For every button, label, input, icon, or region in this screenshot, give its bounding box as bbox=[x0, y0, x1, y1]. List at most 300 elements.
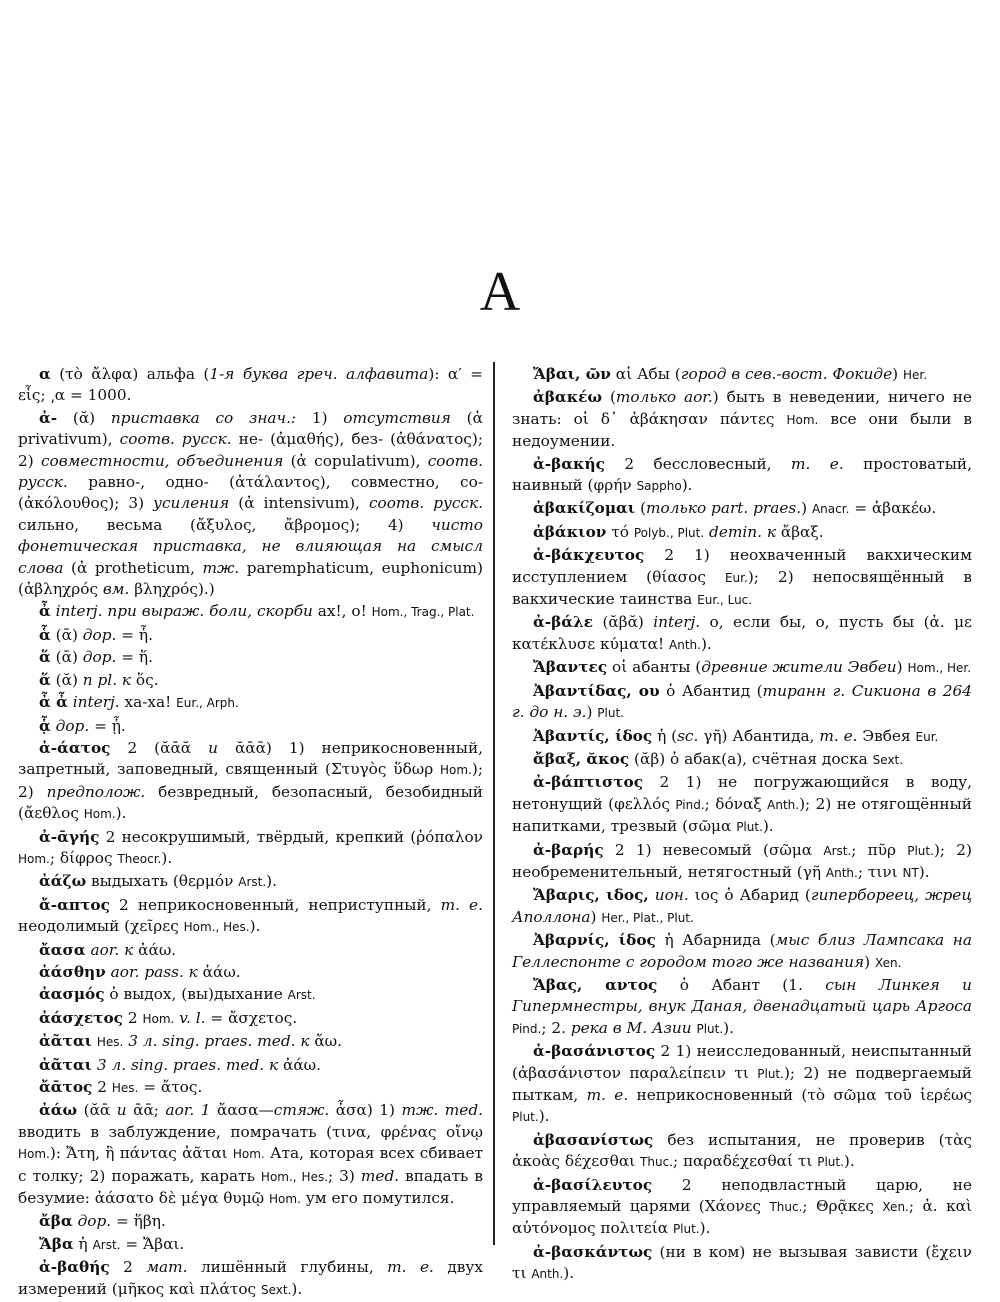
entry-headword: Ἄβας, αντος bbox=[533, 975, 658, 994]
definition-text: (ᾱ) bbox=[55, 648, 83, 667]
source-abbreviation: Xen. bbox=[874, 955, 902, 970]
definition-text: ὁ Абант (1. bbox=[679, 975, 826, 994]
source-abbreviation: Plut. bbox=[672, 1222, 700, 1237]
definition-text: о, если бы, о, пусть бы (ἀ. με κατέκλυσε κύματα! bbox=[512, 613, 972, 653]
dictionary-entry bbox=[18, 1100, 483, 1210]
entry-headword: ἀασμός bbox=[39, 985, 105, 1004]
definition-text: = ᾗ. bbox=[89, 716, 126, 735]
source-abbreviation: Eur., Arph. bbox=[176, 696, 239, 711]
definition-text: ). bbox=[115, 804, 127, 823]
entry-headword: Ἀβαντίδας, ου bbox=[533, 681, 660, 700]
source-abbreviation: Hom. bbox=[232, 1147, 265, 1162]
definition-text: 2 бессловесный, bbox=[624, 454, 791, 473]
source-abbreviation: Plut. bbox=[817, 1155, 844, 1170]
entry-headword: ἀ-βακής bbox=[533, 454, 605, 473]
dictionary-entry bbox=[18, 895, 483, 939]
definition-text: ): Ἄτη, ἣ πάντας ἀᾶται bbox=[49, 1144, 233, 1163]
grammar-note: гипербореец, жрец Аполлона bbox=[512, 886, 972, 926]
entry-headword: ἀᾶται bbox=[39, 1055, 93, 1074]
definition-text: 2 1) не погружающийся в воду, нетонущий (φελλός bbox=[512, 773, 972, 813]
grammar-note: совместности, объединения bbox=[40, 451, 284, 470]
grammar-note: 3 л. sing. praes. med. к bbox=[96, 1055, 279, 1074]
dictionary-entry bbox=[512, 772, 972, 838]
grammar-note: 1-я буква греч. алфавита bbox=[209, 365, 429, 383]
grammar-note: соотв. русск. bbox=[18, 451, 483, 492]
dictionary-entry bbox=[18, 1234, 483, 1256]
definition-text: = ἄσχετος. bbox=[205, 1008, 298, 1027]
entry-headword: Ἄβαι, ῶν bbox=[533, 365, 611, 383]
source-abbreviation: Hom. bbox=[83, 807, 116, 822]
source-abbreviation: Plut. bbox=[907, 843, 934, 858]
source-abbreviation: Anth. bbox=[669, 637, 701, 652]
entry-headword: ἀάσχετος bbox=[39, 1008, 123, 1027]
definition-text: ). bbox=[161, 848, 173, 867]
grammar-note: т. е. bbox=[586, 1086, 629, 1104]
definition-text: впадать в безумие: ἀάσατο δὲ μέγα θυμῷ bbox=[18, 1166, 483, 1208]
grammar-note: усиления bbox=[153, 494, 230, 513]
definition-text: лишённый глубины, bbox=[187, 1258, 388, 1277]
definition-text: ὁ Абантид ( bbox=[666, 681, 763, 700]
source-abbreviation: Plut. bbox=[696, 1021, 724, 1036]
definition-text: ἡ bbox=[78, 1234, 93, 1253]
grammar-note: дор. bbox=[55, 716, 90, 735]
dictionary-entry bbox=[18, 1211, 483, 1232]
definition-text: ; δόναξ bbox=[704, 794, 768, 813]
grammar-note: med. bbox=[360, 1166, 400, 1185]
dictionary-entry bbox=[512, 454, 972, 498]
definition-text: (ἀ copulativum), bbox=[283, 451, 428, 470]
definition-text: (ἀ intensivum), bbox=[229, 494, 369, 513]
definition-text: Эвбея bbox=[857, 726, 916, 745]
definition-text: = ἥ. bbox=[116, 648, 153, 667]
source-abbreviation: Hom. bbox=[18, 1147, 50, 1162]
grammar-note: дор. bbox=[82, 625, 117, 644]
entry-headword: ἀβακίζομαι bbox=[533, 499, 636, 518]
definition-text: ; Θρᾷκες bbox=[802, 1197, 883, 1216]
definition-text: 2 1) невесомый (σῶμα bbox=[614, 840, 824, 859]
definition-text: (ни в ком) не вызывая зависти (ἔχειν τι bbox=[512, 1242, 972, 1283]
dictionary-entry bbox=[18, 1055, 483, 1076]
grammar-note: дор. bbox=[82, 648, 117, 667]
definition-text: ὁ выдох, (вы)дыхание bbox=[109, 985, 288, 1004]
dictionary-entry bbox=[18, 738, 483, 826]
dictionary-entry bbox=[18, 716, 483, 737]
entry-headword: ἀ-βασίλευτος bbox=[533, 1175, 653, 1194]
entry-headword: ἄασα bbox=[39, 940, 86, 959]
entry-headword: ᾇ bbox=[39, 716, 51, 735]
definition-text: Ата, которая всех сбивает с толку; 2) поражать, карать bbox=[18, 1144, 484, 1185]
definition-text: двух измерений (μῆκος καὶ πλάτος bbox=[18, 1258, 483, 1298]
dictionary-entry bbox=[512, 612, 972, 656]
dictionary-entry bbox=[18, 408, 483, 601]
grammar-note: мат. bbox=[146, 1258, 188, 1277]
definition-text: ) bbox=[892, 365, 903, 383]
source-abbreviation: Sappho bbox=[636, 479, 682, 494]
definition-text: ( bbox=[640, 499, 647, 518]
definition-text: (ᾰβᾰ) bbox=[602, 613, 654, 632]
grammar-note: aor. pass. к bbox=[110, 962, 198, 981]
entry-headword: Ἄβα bbox=[39, 1234, 74, 1253]
source-abbreviation: Thuc. bbox=[769, 1200, 803, 1215]
dictionary-entry bbox=[18, 962, 483, 983]
dictionary-entry bbox=[512, 1242, 972, 1286]
definition-text: ἄασα— bbox=[210, 1101, 274, 1120]
source-abbreviation: Hom., Hes. bbox=[260, 1169, 329, 1184]
definition-text: ); 2) bbox=[18, 760, 483, 801]
source-abbreviation: Polyb., Plut. bbox=[633, 525, 705, 540]
definition-text: 2 bbox=[97, 1078, 112, 1096]
dictionary-entry bbox=[512, 545, 972, 611]
grammar-note: только aor. bbox=[615, 388, 713, 407]
source-abbreviation: Hom. bbox=[142, 1011, 175, 1026]
definition-text: ). bbox=[762, 817, 774, 836]
dictionary-entry bbox=[512, 657, 972, 679]
grammar-note: чисто фонетическая приставка, не влияющая на смысл слова bbox=[18, 515, 483, 577]
dictionary-entry bbox=[18, 1031, 483, 1053]
source-abbreviation: Pind. bbox=[675, 797, 705, 812]
grammar-note: только part. praes. bbox=[646, 499, 802, 518]
source-abbreviation: Arst. bbox=[92, 1237, 121, 1252]
definition-text: 2 несокрушимый, твёрдый, крепкий (ῥόπαλον bbox=[105, 827, 483, 846]
grammar-note: предполож. bbox=[46, 782, 146, 801]
left-column bbox=[18, 364, 483, 1302]
dictionary-entry bbox=[512, 364, 972, 386]
definition-text: неприкосновенный (τὸ σῶμα τοῦ ἱερέως bbox=[628, 1086, 972, 1104]
dictionary-entry bbox=[18, 364, 483, 407]
source-abbreviation: Plut. bbox=[512, 1110, 539, 1125]
definition-text: (ᾰ) bbox=[72, 408, 111, 427]
definition-text: βληχρός).) bbox=[129, 580, 215, 599]
definition-text: простоватый, наивный (φρήν bbox=[512, 454, 972, 495]
definition-text: = ἧ. bbox=[116, 625, 153, 644]
definition-text: ιος ὁ Абарид ( bbox=[688, 886, 811, 905]
definition-text: ; δίφρος bbox=[49, 848, 118, 867]
entry-headword: ἆ bbox=[39, 602, 51, 621]
column-divider bbox=[493, 362, 495, 1245]
grammar-note: interj. bbox=[72, 693, 120, 712]
definition-text: 2 1) неохваченный вакхическим исступлением (θίασος bbox=[512, 546, 972, 586]
definition-text: ); 2) не отягощённый напитками, трезвый (σῶμα bbox=[512, 794, 972, 836]
entry-headword: Ἀβαντίς, ίδος bbox=[533, 726, 653, 745]
grammar-note: и bbox=[208, 738, 218, 757]
source-abbreviation: Thuc. bbox=[640, 1155, 673, 1170]
definition-text: 2 (ᾰᾱᾰ bbox=[127, 738, 209, 757]
definition-text: ). bbox=[843, 1152, 855, 1171]
definition-text: 2 bbox=[123, 1258, 147, 1277]
entry-headword: Ἀβαρνίς, ίδος bbox=[533, 931, 656, 950]
dictionary-entry bbox=[18, 940, 483, 961]
entry-headword: ἄβαξ, ᾰκος bbox=[533, 749, 630, 768]
grammar-note: v. l. bbox=[179, 1008, 206, 1027]
entry-headword: ἀ-βάκχευτος bbox=[533, 546, 645, 565]
definition-text: paremphaticum, euphonicum) (ἀβληχρός bbox=[18, 558, 484, 599]
entry-headword: ἀ-ᾱγής bbox=[39, 827, 100, 846]
entry-headword: ἄ-απτος bbox=[39, 895, 110, 914]
grammar-note: мыс близ Лампсака на Геллеспонте с городом того же названия bbox=[512, 931, 972, 971]
grammar-note: demin. к bbox=[709, 522, 776, 541]
definition-text: ). bbox=[723, 1018, 734, 1037]
dictionary-entry bbox=[512, 1130, 972, 1174]
source-abbreviation: Arst. bbox=[238, 875, 267, 890]
definition-text: ) bbox=[801, 499, 812, 518]
entry-headword: ἄᾱτος bbox=[39, 1078, 93, 1096]
grammar-note: соотв. русск. bbox=[119, 430, 232, 449]
definition-text: ); 2) не подвергаемый пыткам, bbox=[512, 1063, 972, 1104]
dictionary-entry bbox=[18, 692, 483, 714]
source-abbreviation: Anth. bbox=[767, 797, 800, 812]
source-abbreviation: Plut. bbox=[757, 1066, 784, 1081]
dictionary-entry bbox=[18, 647, 483, 668]
source-abbreviation: Hom. bbox=[269, 1192, 301, 1207]
source-abbreviation: Arst. bbox=[823, 843, 852, 858]
source-abbreviation: Sext. bbox=[261, 1282, 292, 1297]
grammar-note: т. е. bbox=[790, 454, 844, 473]
grammar-note: interj. bbox=[653, 613, 701, 632]
definition-text: ). bbox=[266, 872, 278, 891]
entry-headword: ἀ-βάλε bbox=[533, 613, 594, 632]
grammar-note: тиранн г. Сикиона в 264 г. до н. э. bbox=[512, 681, 972, 722]
source-abbreviation: Sext. bbox=[872, 752, 904, 767]
definition-text: все они были в недоумении. bbox=[512, 409, 972, 451]
definition-text: ). bbox=[538, 1107, 550, 1126]
grammar-note: река в М. Азии bbox=[570, 1018, 692, 1037]
grammar-note: соотв. русск. bbox=[368, 494, 483, 513]
definition-text: 2 bbox=[127, 1008, 143, 1027]
dictionary-entry bbox=[512, 975, 972, 1040]
definition-text: = ἀβακέω. bbox=[849, 499, 937, 518]
definition-text: ). bbox=[249, 917, 261, 936]
grammar-note: отсутствия bbox=[343, 408, 451, 427]
grammar-note: вм. bbox=[102, 580, 130, 599]
entry-headword: ἇ bbox=[39, 625, 51, 644]
source-abbreviation: Hom. bbox=[786, 412, 819, 427]
grammar-note: т. е. bbox=[387, 1258, 434, 1277]
definition-text: ): α′ = εἷς; ͵α = 1000. bbox=[18, 365, 483, 405]
definition-text: вводить в заблуждение, помрачать (τινα, φρένας οἴνῳ bbox=[18, 1122, 483, 1141]
dictionary-entry bbox=[18, 1077, 483, 1099]
grammar-note: город в сев.-вост. Фокиде bbox=[680, 365, 893, 383]
dictionary-entry bbox=[512, 749, 972, 771]
source-abbreviation: Her. bbox=[902, 368, 928, 382]
source-abbreviation: Eur., Luc. bbox=[697, 593, 753, 608]
dictionary-entry bbox=[18, 871, 483, 893]
grammar-note: sc. bbox=[677, 726, 699, 745]
source-abbreviation: Plut. bbox=[736, 820, 763, 835]
entry-headword: Ἄβαρις, ιδος, bbox=[533, 886, 649, 905]
entry-headword: ἀ-βασκάντως bbox=[533, 1242, 653, 1261]
definition-text: безвредный, безопасный, безобидный (ἄεθλος bbox=[18, 782, 483, 823]
source-abbreviation: Hes. bbox=[96, 1035, 124, 1050]
dictionary-entry bbox=[18, 1257, 483, 1301]
source-abbreviation: Her., Plat., Plut. bbox=[601, 910, 694, 925]
entry-headword: ἀάσθην bbox=[39, 962, 106, 981]
definition-text: ᾰᾱᾱ) 1) неприкосновенный, запретный, заповедный, священный (Στυγὸς ὕδωρ bbox=[18, 738, 483, 779]
definition-text: выдыхать (θερμόν bbox=[91, 872, 239, 891]
dictionary-entry bbox=[512, 681, 972, 725]
entry-headword: ἀ-άατος bbox=[39, 738, 111, 757]
definition-text: ) быть в неведении, ничего не знать: οἱ δ᾽ ἀβάκησαν πάντες bbox=[512, 388, 972, 428]
definition-text: ἄβαξ. bbox=[776, 522, 824, 541]
definition-text: = Ἄβαι. bbox=[120, 1234, 185, 1253]
grammar-note: т. е. bbox=[819, 726, 858, 745]
definition-text: ( bbox=[609, 388, 616, 407]
source-abbreviation: Arst. bbox=[287, 988, 316, 1003]
dictionary-entry bbox=[18, 601, 483, 623]
definition-text: γῆ) Абантида, bbox=[698, 726, 820, 745]
definition-text: ὅς. bbox=[131, 670, 159, 689]
grammar-note: сын Линкея и Гипермнестры, внук Даная, двенадцатый царь Аргоса bbox=[512, 975, 972, 1016]
entry-headword: ἀ-βαρής bbox=[533, 840, 604, 859]
source-abbreviation: Hom., Her. bbox=[907, 661, 972, 676]
entry-headword: ἀ-βάπτιστος bbox=[533, 773, 644, 792]
definition-text: ). bbox=[681, 476, 693, 495]
grammar-note: дор. bbox=[77, 1212, 112, 1231]
grammar-note: n pl. к bbox=[82, 670, 132, 689]
source-abbreviation: Pind. bbox=[512, 1021, 542, 1036]
definition-text: 1) bbox=[296, 408, 344, 427]
definition-text: ) bbox=[864, 952, 875, 971]
definition-text: 2 неприкосновенный, неприступный, bbox=[119, 895, 441, 914]
entry-headword: ἀάω bbox=[39, 1101, 78, 1120]
definition-text: 2 1) неисследованный, неиспытанный (ἀβασάνιστον παραλείπειν τι bbox=[512, 1042, 972, 1082]
definition-text: ἄω. bbox=[309, 1032, 343, 1051]
definition-text: (ᾰᾱ bbox=[83, 1101, 117, 1120]
entry-headword: ἅ bbox=[39, 648, 51, 667]
definition-text: ). bbox=[699, 1219, 711, 1238]
dictionary-entry bbox=[18, 1008, 483, 1030]
definition-text: без испытания, не проверив (τὰς ἀκοὰς δέχεσθαι bbox=[512, 1130, 972, 1171]
definition-text: ах!, о! bbox=[312, 602, 372, 621]
definition-text: ᾱᾱ; bbox=[126, 1101, 166, 1120]
grammar-note: aor. к bbox=[90, 940, 134, 959]
definition-text: ; πῦρ bbox=[851, 840, 908, 859]
entry-headword: ἀβάκιον bbox=[533, 522, 607, 541]
source-abbreviation: Plut. bbox=[597, 706, 624, 721]
entry-headword: ἀ-βαθής bbox=[39, 1258, 110, 1277]
definition-text: ). bbox=[918, 862, 930, 881]
dictionary-entry bbox=[18, 625, 483, 646]
grammar-note: древние жители Эвбеи bbox=[701, 658, 897, 677]
entry-headword: ἄβα bbox=[39, 1212, 73, 1231]
definition-text: ). bbox=[563, 1264, 575, 1283]
definition-text: ἀάω. bbox=[133, 940, 177, 959]
entry-headword: ἅ bbox=[39, 670, 51, 689]
definition-text: ); 2) непосвящённый в вакхические таинства bbox=[512, 567, 972, 609]
dictionary-entry bbox=[512, 498, 972, 520]
definition-text: = ἥβη. bbox=[111, 1212, 166, 1231]
right-column bbox=[512, 364, 972, 1287]
entry-headword: ἀβακέω bbox=[533, 388, 603, 407]
dictionary-entry bbox=[512, 930, 972, 974]
definition-text: ἀάω. bbox=[197, 962, 241, 981]
source-abbreviation: Hom., Hes. bbox=[183, 920, 250, 935]
definition-text: (ᾰβ) ὁ абак(а), счётная доска bbox=[634, 749, 873, 768]
definition-text: ) bbox=[896, 658, 908, 677]
entry-headword: Ἄβαντες bbox=[533, 658, 608, 677]
dictionary-entry bbox=[18, 984, 483, 1006]
definition-text: ) bbox=[590, 907, 602, 926]
definition-text: (τὸ ἄλφα) альфа ( bbox=[59, 365, 210, 383]
definition-text: ; ἀ. καὶ αὐτόνομος πολιτεία bbox=[512, 1197, 972, 1238]
dictionary-entry bbox=[512, 1041, 972, 1129]
source-abbreviation: Hom. bbox=[440, 763, 472, 778]
definition-text: равно-, одно- (ἀτάλαντος), совместно, со- (ἀκόλουθος); 3) bbox=[18, 473, 483, 513]
source-abbreviation: Anth. bbox=[531, 1267, 564, 1282]
definition-text: ум его помутился. bbox=[300, 1189, 455, 1208]
definition-text: сильно, весьма (ἄξυλος, ἄβρομος); 4) bbox=[18, 515, 432, 534]
dictionary-entry bbox=[512, 885, 972, 929]
definition-text: τό bbox=[611, 522, 634, 541]
definition-text: (ᾰ) bbox=[55, 670, 83, 689]
dictionary-entry bbox=[512, 726, 972, 748]
dictionary-entry bbox=[512, 1175, 972, 1241]
source-abbreviation: Hom. bbox=[18, 851, 50, 866]
grammar-note: aor. 1 bbox=[165, 1101, 211, 1120]
definition-text: ἡ Абарнида ( bbox=[664, 931, 776, 950]
definition-text: (ἀ protheticum, bbox=[63, 558, 203, 577]
definition-text: οἱ абанты ( bbox=[612, 658, 702, 677]
definition-text: (ᾱ) bbox=[55, 625, 83, 644]
grammar-note: и bbox=[116, 1101, 127, 1120]
page-letter-heading: Α bbox=[479, 261, 521, 323]
grammar-note: 3 л. sing. praes. med. к bbox=[128, 1032, 310, 1051]
entry-headword: ἀ-βασάνιστος bbox=[533, 1042, 656, 1061]
source-abbreviation: Theocr. bbox=[117, 851, 162, 866]
definition-text: 2 неподвластный царю, не управляемый царями (Χάονες bbox=[512, 1175, 972, 1216]
dictionary-entry bbox=[512, 840, 972, 885]
source-abbreviation: Anth. bbox=[825, 865, 858, 880]
source-abbreviation: Eur. bbox=[724, 570, 748, 585]
definition-text: ха-ха! bbox=[119, 693, 177, 712]
source-abbreviation: NT bbox=[902, 865, 919, 880]
definition-text: ἀάω. bbox=[278, 1055, 321, 1074]
definition-text: ). bbox=[700, 634, 712, 653]
definition-text: ) bbox=[586, 703, 598, 722]
grammar-note: приставка со знач.: bbox=[110, 408, 297, 427]
definition-text: αἱ Абы ( bbox=[615, 365, 681, 383]
definition-text: ). bbox=[291, 1279, 303, 1298]
entry-headword: ἀ- bbox=[39, 408, 58, 427]
source-abbreviation: Eur. bbox=[915, 729, 939, 744]
source-abbreviation: Hom., Trag., Plat. bbox=[371, 605, 475, 620]
definition-text: ; τινι bbox=[857, 862, 903, 881]
grammar-note: стяж. bbox=[273, 1101, 330, 1120]
grammar-note: ион. bbox=[654, 886, 689, 905]
definition-text: = ἄτος. bbox=[138, 1078, 203, 1096]
dictionary-entry bbox=[512, 522, 972, 544]
definition-text: не- (ἀμαθής), без- (ἀθάνατος); 2) bbox=[18, 430, 483, 470]
entry-headword: ἀᾶται bbox=[39, 1032, 93, 1051]
entry-headword: ἀάζω bbox=[39, 872, 87, 891]
source-abbreviation: Hes. bbox=[111, 1081, 139, 1095]
definition-text: (ἀ privativum), bbox=[18, 408, 483, 449]
grammar-note: interj. при выраж. боли, скорби bbox=[55, 602, 313, 621]
definition-text: ); 2) необременительный, нетягостный (γῆ bbox=[512, 840, 972, 881]
definition-text: ἡ ( bbox=[657, 726, 678, 745]
dictionary-entry bbox=[512, 387, 972, 452]
grammar-note: тж. bbox=[202, 558, 240, 577]
grammar-note: т. е. bbox=[440, 895, 483, 914]
entry-headword: ἆ ἆ bbox=[39, 693, 68, 712]
entry-headword: α bbox=[39, 365, 51, 383]
source-abbreviation: Anacr. bbox=[811, 502, 850, 517]
source-abbreviation: Xen. bbox=[882, 1200, 909, 1215]
definition-text: ; 2. bbox=[541, 1018, 571, 1037]
definition-text: ; παραδέχεσθαί τι bbox=[672, 1152, 818, 1171]
dictionary-entry bbox=[18, 670, 483, 691]
definition-text: неодолимый (χεῖρες bbox=[18, 917, 184, 936]
dictionary-entry bbox=[18, 827, 483, 871]
